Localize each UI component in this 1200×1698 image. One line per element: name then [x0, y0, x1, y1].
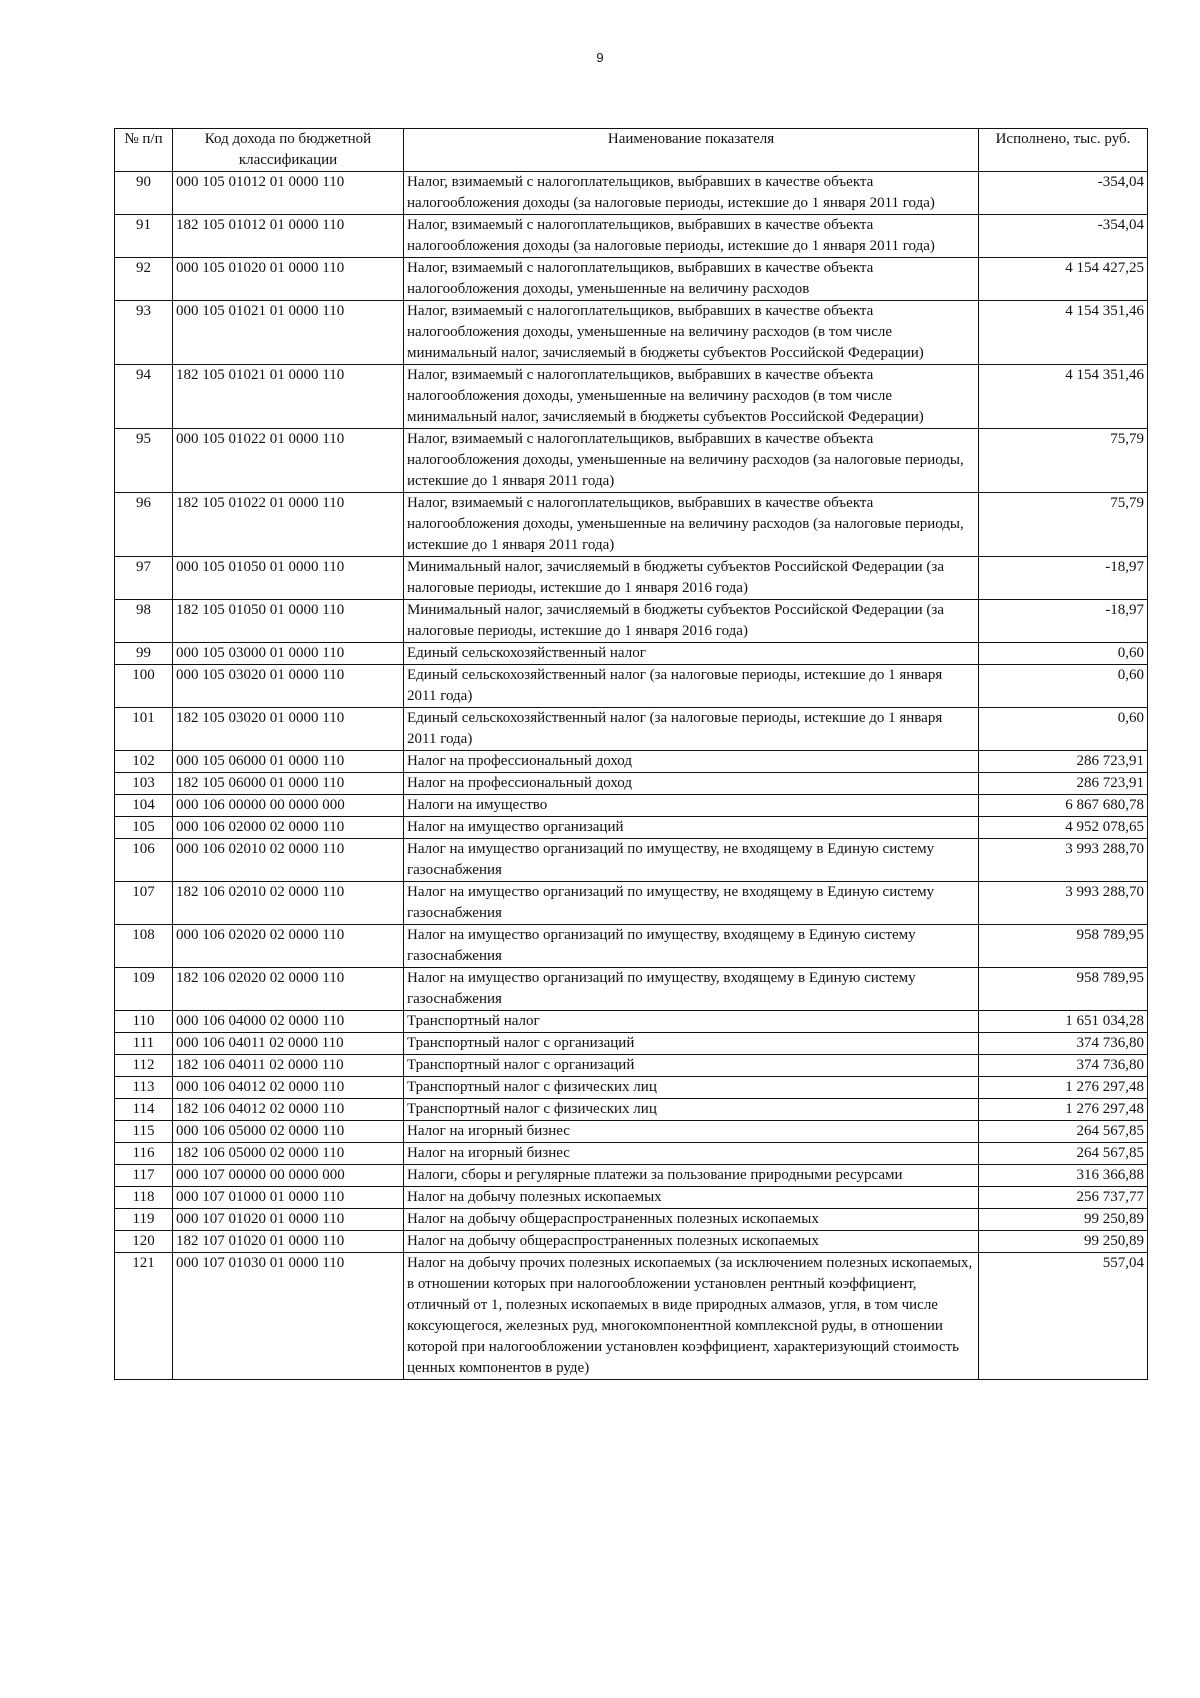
revenue-code-cell: 182 106 05000 02 0000 110: [173, 1143, 404, 1165]
revenue-code-cell: 000 105 01050 01 0000 110: [173, 557, 404, 600]
executed-amount-cell: 6 867 680,78: [979, 795, 1148, 817]
table-row: [115, 1209, 1148, 1231]
revenue-code-cell: 000 107 01000 01 0000 110: [173, 1187, 404, 1209]
indicator-name-cell: Налог на добычу общераспространенных полезных ископаемых: [404, 1231, 979, 1253]
revenue-code-cell: 000 105 01020 01 0000 110: [173, 258, 404, 301]
table-row: [115, 817, 1148, 839]
indicator-name-cell: Единый сельскохозяйственный налог: [404, 643, 979, 665]
header-name: Наименование показателя: [404, 129, 979, 172]
table-row: [115, 773, 1148, 795]
indicator-name-cell: Налог на добычу прочих полезных ископаемых (за исключением полезных ископаемых, в отношении которых при налогообложении установлен рентный коэффициент, отличный от 1, полезных ископаемых в виде природных алмазов, угля, в том числе коксующегося, железных руд, многокомпонентной комплексной руды, в отношении которой при налогообложении установлен коэффициент, характеризующий стоимость ценных компонентов в руде): [404, 1253, 979, 1380]
revenue-code-cell: 182 106 02020 02 0000 110: [173, 968, 404, 1011]
table-row: [115, 1143, 1148, 1165]
row-number-cell: 105: [115, 817, 173, 839]
table-row: [115, 1055, 1148, 1077]
indicator-name-cell: Налог на имущество организаций по имуществу, не входящему в Единую систему газоснабжения: [404, 882, 979, 925]
executed-amount-cell: 264 567,85: [979, 1143, 1148, 1165]
executed-amount-cell: 75,79: [979, 429, 1148, 493]
table-row: [115, 1187, 1148, 1209]
executed-amount-cell: 557,04: [979, 1253, 1148, 1380]
table-row: [115, 301, 1148, 365]
row-number-cell: 90: [115, 172, 173, 215]
revenue-code-cell: 000 106 02010 02 0000 110: [173, 839, 404, 882]
indicator-name-cell: Налог на профессиональный доход: [404, 773, 979, 795]
page-number: 9: [596, 50, 604, 65]
row-number-cell: 100: [115, 665, 173, 708]
indicator-name-cell: Налог на имущество организаций по имуществу, не входящему в Единую систему газоснабжения: [404, 839, 979, 882]
table-row: [115, 215, 1148, 258]
table-row: [115, 429, 1148, 493]
executed-amount-cell: 958 789,95: [979, 968, 1148, 1011]
executed-amount-cell: 316 366,88: [979, 1165, 1148, 1187]
indicator-name-cell: Налог на добычу общераспространенных полезных ископаемых: [404, 1209, 979, 1231]
row-number-cell: 92: [115, 258, 173, 301]
revenue-code-cell: 182 106 04012 02 0000 110: [173, 1099, 404, 1121]
executed-amount-cell: 75,79: [979, 493, 1148, 557]
table-row: [115, 665, 1148, 708]
revenue-code-cell: 000 107 01030 01 0000 110: [173, 1253, 404, 1380]
row-number-cell: 94: [115, 365, 173, 429]
indicator-name-cell: Минимальный налог, зачисляемый в бюджеты субъектов Российской Федерации (за налоговые периоды, истекшие до 1 января 2016 года): [404, 600, 979, 643]
indicator-name-cell: Налог на имущество организаций по имуществу, входящему в Единую систему газоснабжения: [404, 925, 979, 968]
executed-amount-cell: 1 276 297,48: [979, 1099, 1148, 1121]
revenue-code-cell: 000 105 01012 01 0000 110: [173, 172, 404, 215]
indicator-name-cell: Налог, взимаемый с налогоплательщиков, выбравших в качестве объекта налогообложения доходы, уменьшенные на величину расходов (за налоговые периоды, истекшие до 1 января 2011 года): [404, 429, 979, 493]
row-number-cell: 98: [115, 600, 173, 643]
row-number-cell: 109: [115, 968, 173, 1011]
executed-amount-cell: 0,60: [979, 708, 1148, 751]
revenue-code-cell: 000 106 04000 02 0000 110: [173, 1011, 404, 1033]
indicator-name-cell: Транспортный налог с организаций: [404, 1033, 979, 1055]
indicator-name-cell: Налог, взимаемый с налогоплательщиков, выбравших в качестве объекта налогообложения доходы, уменьшенные на величину расходов (за налоговые периоды, истекшие до 1 января 2011 года): [404, 493, 979, 557]
indicator-name-cell: Налог, взимаемый с налогоплательщиков, выбравших в качестве объекта налогообложения доходы (за налоговые периоды, истекшие до 1 января 2011 года): [404, 215, 979, 258]
revenue-code-cell: 000 105 03020 01 0000 110: [173, 665, 404, 708]
indicator-name-cell: Налог, взимаемый с налогоплательщиков, выбравших в качестве объекта налогообложения доходы, уменьшенные на величину расходов (в том числе минимальный налог, зачисляемый в бюджеты субъектов Российской Федерации): [404, 301, 979, 365]
executed-amount-cell: 3 993 288,70: [979, 882, 1148, 925]
table-row: [115, 365, 1148, 429]
executed-amount-cell: 99 250,89: [979, 1231, 1148, 1253]
row-number-cell: 119: [115, 1209, 173, 1231]
executed-amount-cell: 1 651 034,28: [979, 1011, 1148, 1033]
row-number-cell: 95: [115, 429, 173, 493]
revenue-code-cell: 000 107 00000 00 0000 000: [173, 1165, 404, 1187]
table-row: [115, 600, 1148, 643]
executed-amount-cell: 3 993 288,70: [979, 839, 1148, 882]
executed-amount-cell: 256 737,77: [979, 1187, 1148, 1209]
indicator-name-cell: Налог, взимаемый с налогоплательщиков, выбравших в качестве объекта налогообложения доходы, уменьшенные на величину расходов (в том числе минимальный налог, зачисляемый в бюджеты субъектов Российской Федерации): [404, 365, 979, 429]
revenue-code-cell: 000 106 05000 02 0000 110: [173, 1121, 404, 1143]
indicator-name-cell: Налог на профессиональный доход: [404, 751, 979, 773]
executed-amount-cell: -18,97: [979, 600, 1148, 643]
revenue-table: [114, 128, 1148, 1380]
table-row: [115, 1253, 1148, 1380]
header-num: № п/п: [115, 129, 173, 172]
executed-amount-cell: 958 789,95: [979, 925, 1148, 968]
row-number-cell: 102: [115, 751, 173, 773]
executed-amount-cell: 374 736,80: [979, 1033, 1148, 1055]
executed-amount-cell: -354,04: [979, 172, 1148, 215]
executed-amount-cell: 99 250,89: [979, 1209, 1148, 1231]
executed-amount-cell: 374 736,80: [979, 1055, 1148, 1077]
indicator-name-cell: Налог на имущество организаций по имуществу, входящему в Единую систему газоснабжения: [404, 968, 979, 1011]
indicator-name-cell: Налоги на имущество: [404, 795, 979, 817]
revenue-code-cell: 000 106 04011 02 0000 110: [173, 1033, 404, 1055]
row-number-cell: 115: [115, 1121, 173, 1143]
row-number-cell: 116: [115, 1143, 173, 1165]
executed-amount-cell: 4 154 351,46: [979, 301, 1148, 365]
table-row: [115, 1011, 1148, 1033]
row-number-cell: 103: [115, 773, 173, 795]
row-number-cell: 114: [115, 1099, 173, 1121]
table-row: [115, 493, 1148, 557]
indicator-name-cell: Транспортный налог с физических лиц: [404, 1077, 979, 1099]
executed-amount-cell: 4 952 078,65: [979, 817, 1148, 839]
row-number-cell: 107: [115, 882, 173, 925]
table-header-row: [115, 129, 1148, 172]
revenue-code-cell: 000 106 02000 02 0000 110: [173, 817, 404, 839]
revenue-code-cell: 000 105 06000 01 0000 110: [173, 751, 404, 773]
header-code: Код дохода по бюджетной классификации: [173, 129, 404, 172]
revenue-code-cell: 000 106 04012 02 0000 110: [173, 1077, 404, 1099]
executed-amount-cell: 4 154 351,46: [979, 365, 1148, 429]
table-row: [115, 751, 1148, 773]
table-row: [115, 925, 1148, 968]
indicator-name-cell: Транспортный налог с физических лиц: [404, 1099, 979, 1121]
executed-amount-cell: -354,04: [979, 215, 1148, 258]
row-number-cell: 112: [115, 1055, 173, 1077]
revenue-code-cell: 000 106 00000 00 0000 000: [173, 795, 404, 817]
indicator-name-cell: Единый сельскохозяйственный налог (за налоговые периоды, истекшие до 1 января 2011 года): [404, 708, 979, 751]
table-row: [115, 795, 1148, 817]
table-row: [115, 1121, 1148, 1143]
table-row: [115, 643, 1148, 665]
revenue-code-cell: 182 105 01021 01 0000 110: [173, 365, 404, 429]
revenue-code-cell: 000 105 03000 01 0000 110: [173, 643, 404, 665]
table-row: [115, 172, 1148, 215]
indicator-name-cell: Налог, взимаемый с налогоплательщиков, выбравших в качестве объекта налогообложения доходы (за налоговые периоды, истекшие до 1 января 2011 года): [404, 172, 979, 215]
table-row: [115, 1033, 1148, 1055]
row-number-cell: 113: [115, 1077, 173, 1099]
revenue-code-cell: 000 105 01022 01 0000 110: [173, 429, 404, 493]
revenue-code-cell: 182 105 01012 01 0000 110: [173, 215, 404, 258]
indicator-name-cell: Налог на игорный бизнес: [404, 1121, 979, 1143]
revenue-code-cell: 182 107 01020 01 0000 110: [173, 1231, 404, 1253]
indicator-name-cell: Налоги, сборы и регулярные платежи за пользование природными ресурсами: [404, 1165, 979, 1187]
row-number-cell: 117: [115, 1165, 173, 1187]
table-row: [115, 708, 1148, 751]
row-number-cell: 110: [115, 1011, 173, 1033]
row-number-cell: 96: [115, 493, 173, 557]
revenue-code-cell: 182 105 06000 01 0000 110: [173, 773, 404, 795]
row-number-cell: 108: [115, 925, 173, 968]
row-number-cell: 104: [115, 795, 173, 817]
row-number-cell: 106: [115, 839, 173, 882]
row-number-cell: 101: [115, 708, 173, 751]
table-row: [115, 1099, 1148, 1121]
row-number-cell: 111: [115, 1033, 173, 1055]
table-row: [115, 1077, 1148, 1099]
revenue-code-cell: 000 105 01021 01 0000 110: [173, 301, 404, 365]
indicator-name-cell: Налог на имущество организаций: [404, 817, 979, 839]
executed-amount-cell: 264 567,85: [979, 1121, 1148, 1143]
indicator-name-cell: Налог, взимаемый с налогоплательщиков, выбравших в качестве объекта налогообложения доходы, уменьшенные на величину расходов: [404, 258, 979, 301]
executed-amount-cell: -18,97: [979, 557, 1148, 600]
table-row: [115, 839, 1148, 882]
indicator-name-cell: Транспортный налог с организаций: [404, 1055, 979, 1077]
indicator-name-cell: Транспортный налог: [404, 1011, 979, 1033]
executed-amount-cell: 1 276 297,48: [979, 1077, 1148, 1099]
indicator-name-cell: Налог на игорный бизнес: [404, 1143, 979, 1165]
executed-amount-cell: 286 723,91: [979, 773, 1148, 795]
row-number-cell: 118: [115, 1187, 173, 1209]
row-number-cell: 97: [115, 557, 173, 600]
row-number-cell: 93: [115, 301, 173, 365]
executed-amount-cell: 4 154 427,25: [979, 258, 1148, 301]
indicator-name-cell: Налог на добычу полезных ископаемых: [404, 1187, 979, 1209]
executed-amount-cell: 0,60: [979, 643, 1148, 665]
revenue-code-cell: 000 107 01020 01 0000 110: [173, 1209, 404, 1231]
row-number-cell: 120: [115, 1231, 173, 1253]
table-body: [115, 172, 1148, 1380]
row-number-cell: 99: [115, 643, 173, 665]
revenue-code-cell: 182 105 03020 01 0000 110: [173, 708, 404, 751]
table-row: [115, 258, 1148, 301]
executed-amount-cell: 286 723,91: [979, 751, 1148, 773]
table-row: [115, 1165, 1148, 1187]
revenue-code-cell: 182 105 01050 01 0000 110: [173, 600, 404, 643]
executed-amount-cell: 0,60: [979, 665, 1148, 708]
revenue-code-cell: 182 105 01022 01 0000 110: [173, 493, 404, 557]
indicator-name-cell: Единый сельскохозяйственный налог (за налоговые периоды, истекшие до 1 января 2011 года): [404, 665, 979, 708]
table-row: [115, 557, 1148, 600]
revenue-code-cell: 182 106 02010 02 0000 110: [173, 882, 404, 925]
row-number-cell: 91: [115, 215, 173, 258]
row-number-cell: 121: [115, 1253, 173, 1380]
table-row: [115, 968, 1148, 1011]
header-amount: Исполнено, тыс. руб.: [979, 129, 1148, 172]
indicator-name-cell: Минимальный налог, зачисляемый в бюджеты субъектов Российской Федерации (за налоговые периоды, истекшие до 1 января 2016 года): [404, 557, 979, 600]
revenue-code-cell: 000 106 02020 02 0000 110: [173, 925, 404, 968]
table-row: [115, 882, 1148, 925]
table-row: [115, 1231, 1148, 1253]
revenue-code-cell: 182 106 04011 02 0000 110: [173, 1055, 404, 1077]
